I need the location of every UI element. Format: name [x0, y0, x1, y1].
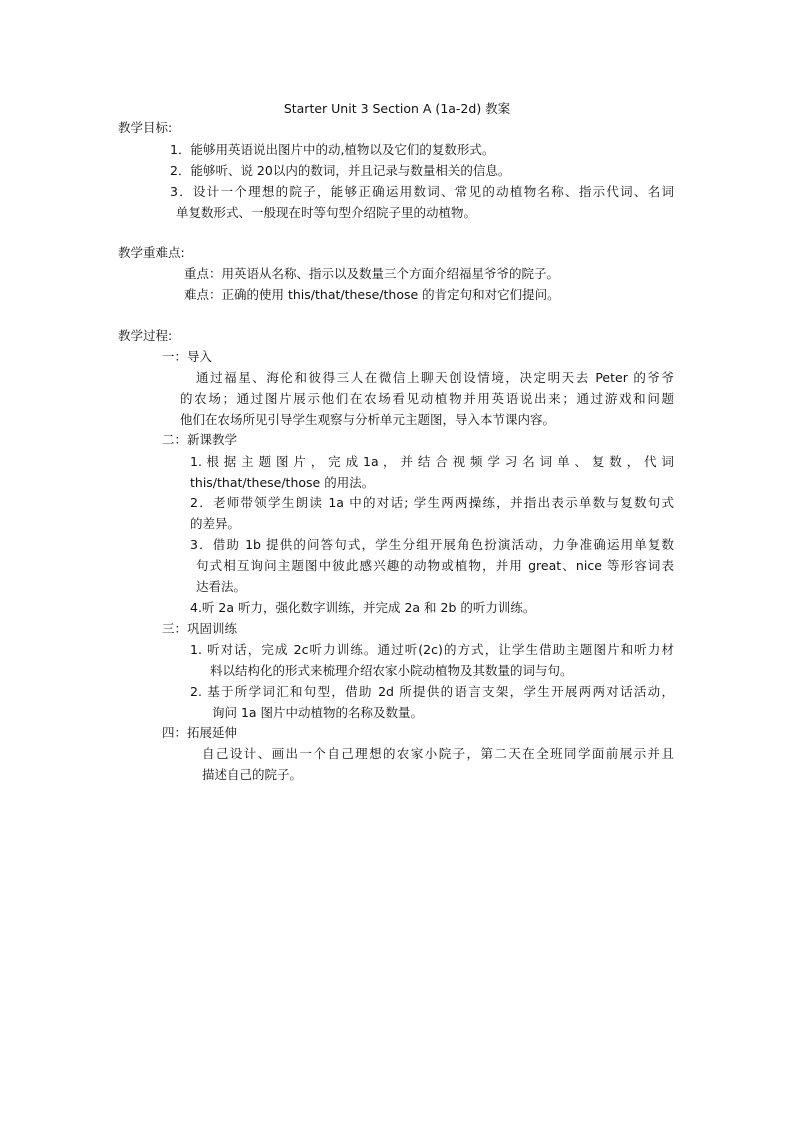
new-lesson-line: 的差异。 — [190, 516, 241, 531]
new-lesson-line: 1. 根 据 主 题 图 片 ， 完 成 1a ， 并 结 合 视 频 学 习 名 词 单 、 复 数 ， 代 词 — [190, 454, 674, 469]
new-lesson-line: 句式相互询问主题图中彼此感兴趣的动物或植物，并用 great、nice 等形容词表 — [196, 558, 674, 573]
document-title: Starter Unit 3 Section A (1a-2d) 教案 — [283, 101, 511, 116]
new-lesson-line: 达看法。 — [196, 579, 247, 594]
goal-item: 3．设计一个理想的院子，能够正确运用数词、常见的动植物名称、指示代词、名词 — [170, 184, 674, 199]
consolidation-line: 料以结构化的形式来梳理介绍农家小院动植物及其数量的词与句。 — [210, 663, 573, 678]
consolidation-line: 询问 1a 图片中动植物的名称及数量。 — [212, 705, 424, 720]
extension-line: 描述自己的院子。 — [202, 767, 303, 782]
intro-line: 的农场；通过图片展示他们在农场看见动植物并用英语说出来；通过游戏和问题 — [180, 391, 674, 406]
new-lesson-line: 2．老师带领学生朗读 1a 中的对话; 学生两两操练，并指出表示单数与复数句式 — [190, 495, 674, 510]
new-lesson-line: this/that/these/those 的用法。 — [190, 475, 375, 490]
goal-item: 1．能够用英语说出图片中的动,植物以及它们的复数形式。 — [170, 142, 495, 157]
goals-heading: 教学目标: — [118, 120, 173, 135]
section-heading-extension: 四：拓展延伸 — [162, 725, 238, 740]
key-point-difficulty: 难点：正确的使用 this/that/these/those 的肯定句和对它们提问。 — [184, 287, 560, 302]
intro-line: 通过福星、海伦和彼得三人在微信上聊天创设情境，决定明天去 Peter 的爷爷 — [196, 370, 674, 385]
new-lesson-line: 3．借助 1b 提供的问答句式，学生分组开展角色扮演活动，力争准确运用单复数 — [190, 537, 674, 552]
consolidation-line: 2. 基于所学词汇和句型，借助 2d 所提供的语言支架，学生开展两两对话活动， — [190, 684, 674, 699]
intro-line: 他们在农场所见引导学生观察与分析单元主题图，导入本节课内容。 — [180, 412, 556, 427]
extension-line: 自己设计、画出一个自己理想的农家小院子，第二天在全班同学面前展示并且 — [202, 746, 674, 761]
key-point-focus: 重点：用英语从名称、指示以及数量三个方面介绍福星爷爷的院子。 — [184, 266, 560, 281]
key-points-heading: 教学重难点: — [118, 245, 185, 260]
process-heading: 教学过程: — [118, 328, 173, 343]
section-heading-new-lesson: 二：新课教学 — [162, 432, 238, 447]
goal-item-continued: 单复数形式、一般现在时等句型介绍院子里的动植物。 — [176, 205, 477, 220]
new-lesson-line: 4.听 2a 听力，强化数字训练，并完成 2a 和 2b 的听力训练。 — [190, 600, 536, 615]
consolidation-line: 1. 听对话，完成 2c听力训练。通过听(2c)的方式，让学生借助主题图片和听力材 — [190, 642, 674, 657]
section-heading-intro: 一：导入 — [162, 349, 213, 364]
goal-item: 2．能够听、说 20以内的数词，并且记录与数量相关的信息。 — [170, 163, 511, 178]
section-heading-consolidation: 三：巩固训练 — [162, 621, 238, 636]
